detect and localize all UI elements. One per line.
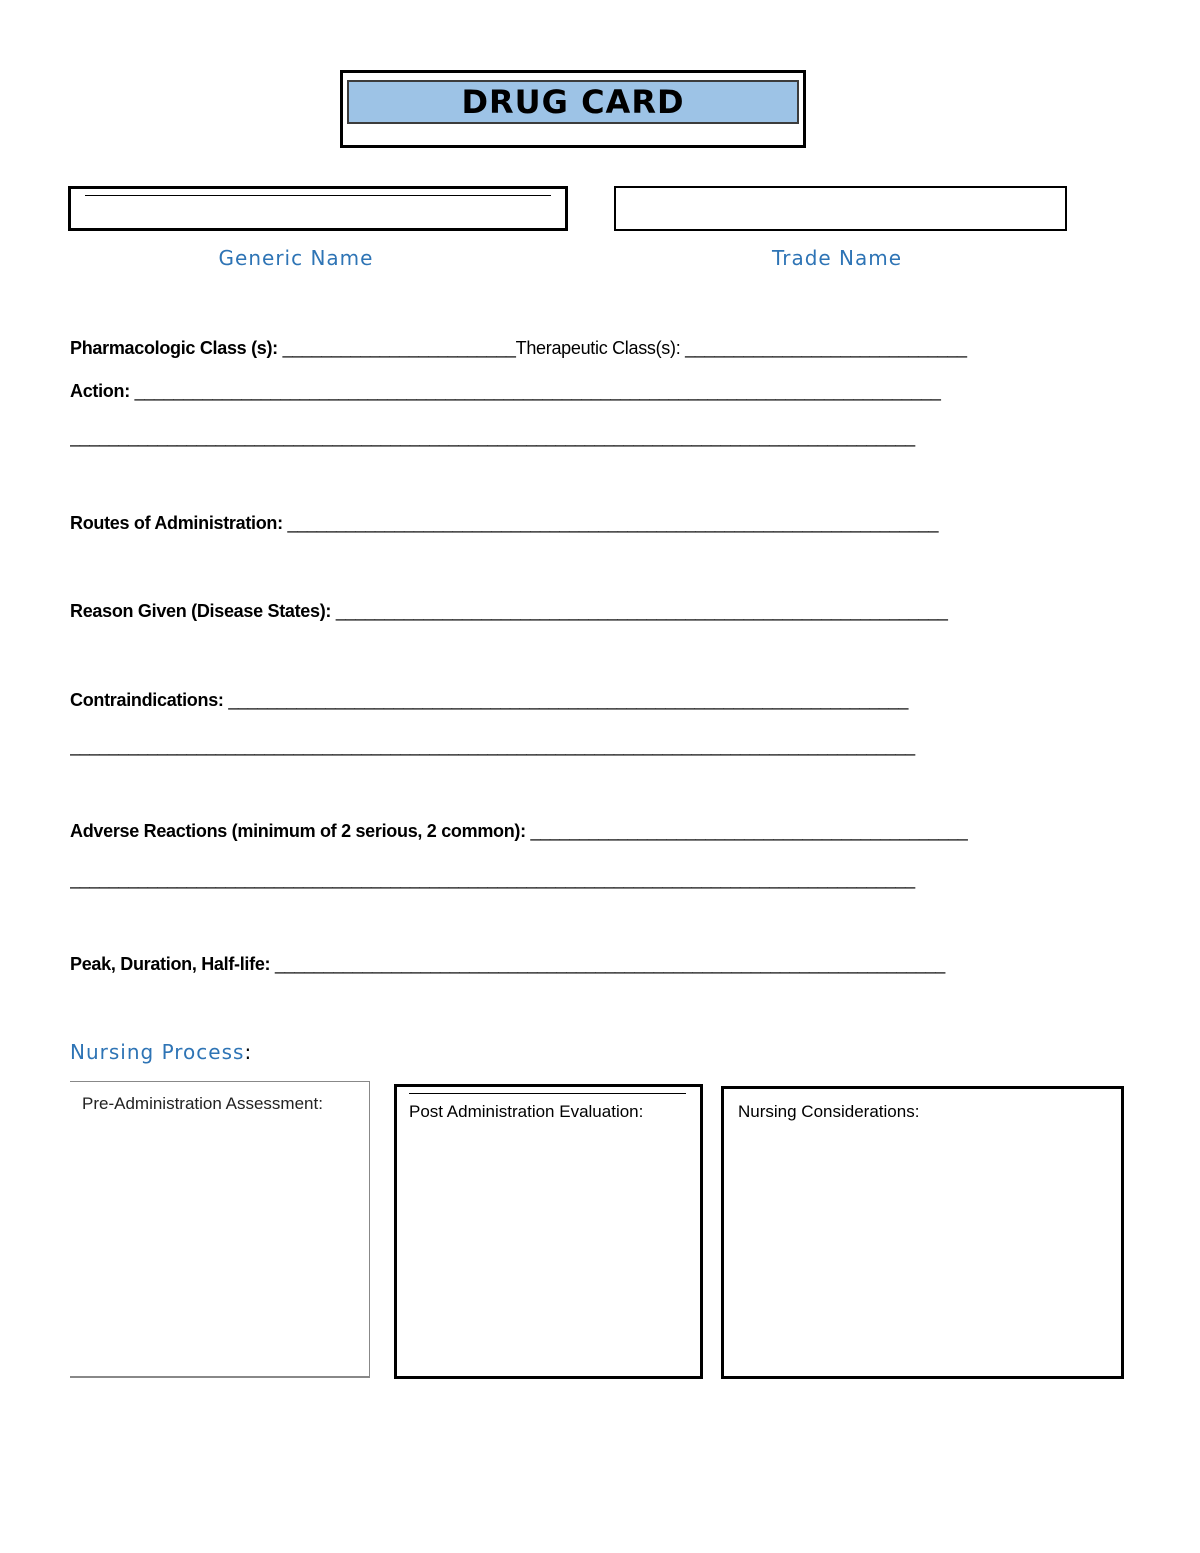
adverse-reactions-row xyxy=(70,821,1110,842)
generic-name-field[interactable] xyxy=(68,186,568,231)
therapeutic-class-label: Therapeutic Class(s): xyxy=(515,338,681,358)
peak-duration-label: Peak, Duration, Half-life: xyxy=(70,954,271,974)
generic-name-label: Generic Name xyxy=(218,246,374,270)
action-label: Action: xyxy=(70,381,130,401)
action-blank-2[interactable]: _______________________________________________________________________________________ xyxy=(70,427,915,447)
title-frame xyxy=(340,70,806,148)
post-administration-label: Post Administration Evaluation: xyxy=(409,1102,644,1121)
contraindications-row-2 xyxy=(70,736,1110,757)
nursing-process-colon: : xyxy=(244,1040,253,1064)
pharmacologic-class-row xyxy=(70,338,1110,359)
trade-name-field[interactable] xyxy=(614,186,1067,231)
contraindications-blank[interactable]: ______________________________________________________________________ xyxy=(228,690,909,710)
contraindications-row xyxy=(70,690,1110,711)
adverse-reactions-blank-2[interactable]: _______________________________________________________________________________________ xyxy=(70,869,915,889)
pre-administration-box[interactable] xyxy=(70,1081,370,1378)
reason-label: Reason Given (Disease States): xyxy=(70,601,332,621)
reason-blank[interactable]: _______________________________________________________________ xyxy=(335,601,948,621)
post-administration-box[interactable] xyxy=(394,1084,703,1379)
nursing-considerations-label: Nursing Considerations: xyxy=(738,1102,920,1121)
adverse-reactions-row-2 xyxy=(70,869,1110,890)
peak-duration-blank[interactable]: _____________________________________________________________________ xyxy=(274,954,945,974)
post-administration-topline xyxy=(409,1093,686,1094)
adverse-reactions-blank[interactable]: _____________________________________________ xyxy=(530,821,968,841)
nursing-process-title: Nursing Process xyxy=(70,1040,245,1064)
peak-duration-row xyxy=(70,954,1110,975)
action-row-2 xyxy=(70,427,1110,448)
nursing-considerations-box[interactable] xyxy=(721,1086,1124,1379)
routes-blank[interactable]: ___________________________________________________________________ xyxy=(287,513,939,533)
page-title: DRUG CARD xyxy=(347,80,799,124)
routes-row xyxy=(70,513,1110,534)
routes-label: Routes of Administration: xyxy=(70,513,283,533)
generic-name-underline xyxy=(85,195,551,196)
adverse-reactions-label: Adverse Reactions (minimum of 2 serious, 2 common): xyxy=(70,821,526,841)
pharmacologic-class-blank[interactable]: ________________________ xyxy=(282,338,516,358)
contraindications-label: Contraindications: xyxy=(70,690,224,710)
pre-administration-label: Pre-Administration Assessment: xyxy=(82,1094,323,1113)
reason-row xyxy=(70,601,1110,622)
therapeutic-class-blank[interactable]: _____________________________ xyxy=(685,338,967,358)
nursing-process-heading xyxy=(70,1040,252,1064)
contraindications-blank-2[interactable]: _______________________________________________________________________________________ xyxy=(70,736,915,756)
action-blank[interactable]: ___________________________________________________________________________________ xyxy=(134,381,941,401)
pharmacologic-class-label: Pharmacologic Class (s): xyxy=(70,338,278,358)
action-row xyxy=(70,381,1110,402)
trade-name-label: Trade Name xyxy=(771,246,903,270)
